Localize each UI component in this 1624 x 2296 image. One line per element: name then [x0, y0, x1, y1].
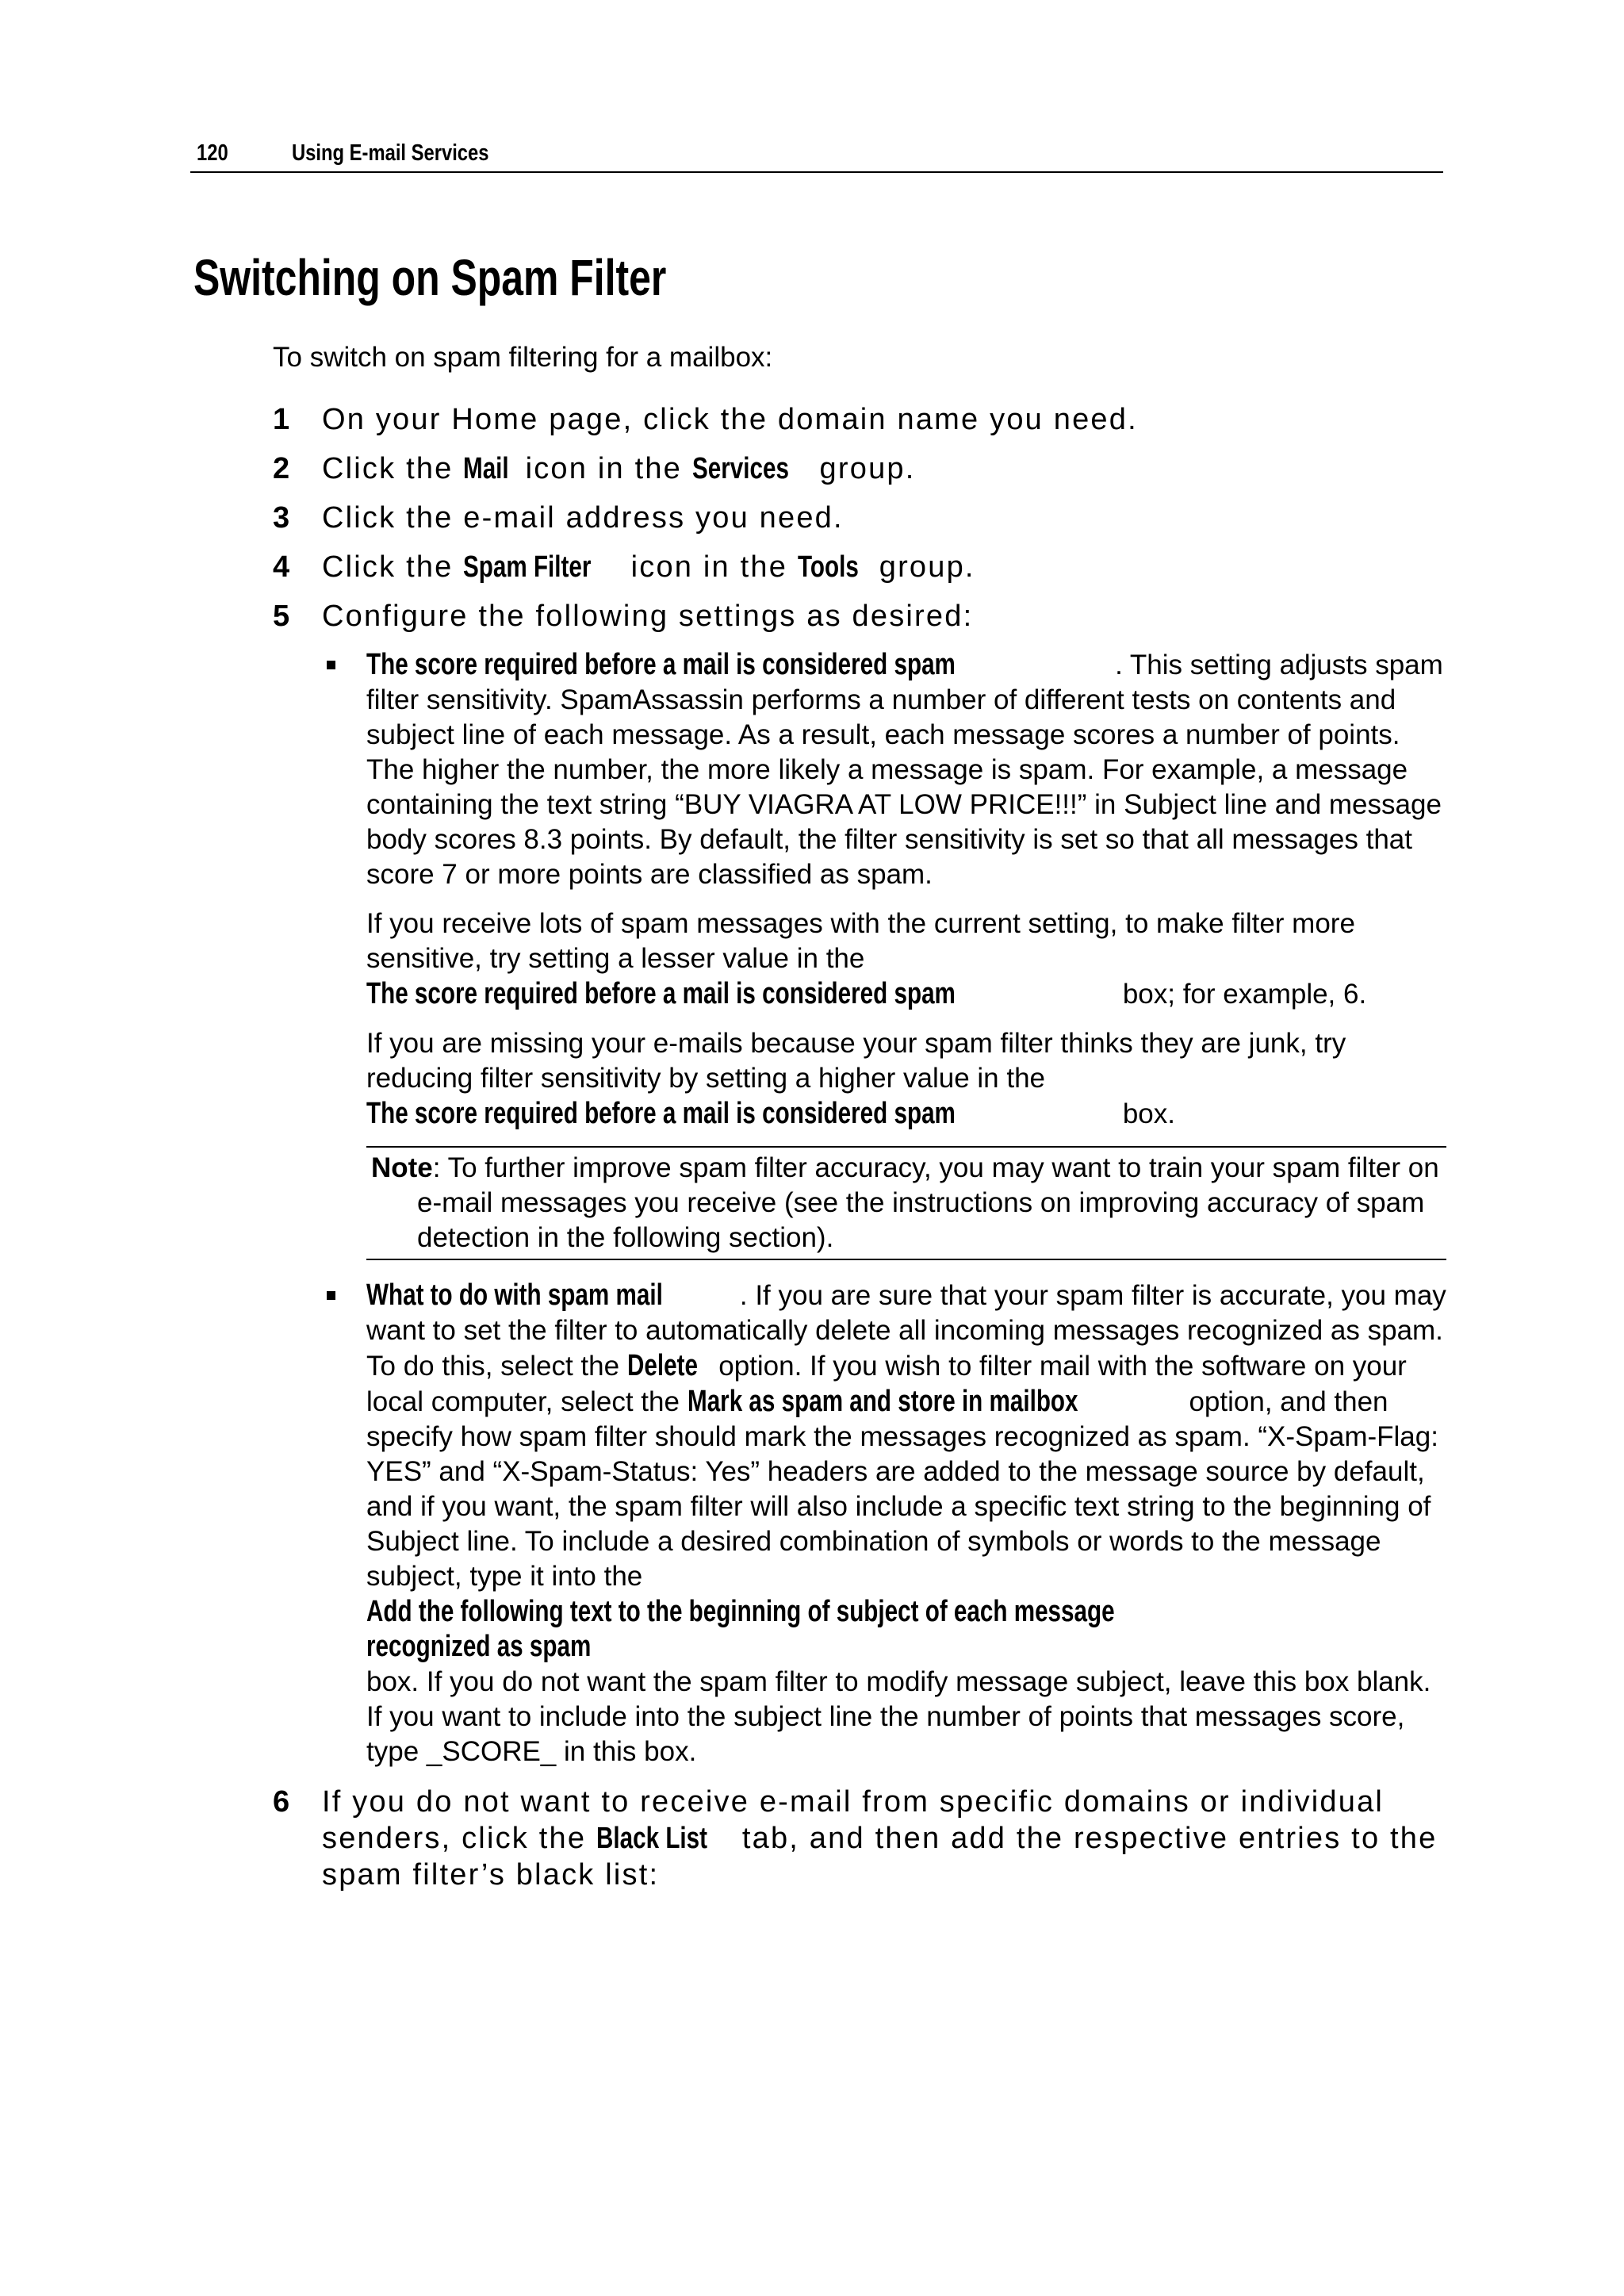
step-text: Click the e-mail address you need.: [322, 501, 844, 535]
step-3: [273, 493, 1446, 542]
ui-term-score-required: The score required before a mail is considered spam: [366, 1097, 956, 1130]
step-text: On your Home page, click the domain name you need.: [322, 403, 1138, 436]
steps-list: [273, 395, 1446, 1893]
ui-term-score-required: The score required before a mail is considered spam: [366, 977, 956, 1010]
paragraph-text: box. If you do not want the spam filter to modify message subject, leave this box blank. If you want to include into the subject line the number of points that messages score, type _SCORE_ in this box.: [366, 1666, 1431, 1767]
bullet-square-icon: [327, 1291, 335, 1300]
paragraph-text: . If you are sure that your spam filter is accurate, you may want to set the filter to automatically delete all incoming messages recognized as spam. To do this, select the: [366, 1280, 1446, 1382]
ui-term-delete: Delete: [626, 1349, 698, 1382]
paragraph: [366, 907, 1446, 1012]
step-number: 1: [273, 403, 290, 436]
section-title-text: Switching on Spam Filter: [193, 249, 667, 306]
ui-term-tools: Tools: [797, 550, 859, 584]
paragraph: [366, 1278, 1446, 1769]
note-label: Note: [371, 1152, 433, 1183]
paragraph-text: box.: [1115, 1098, 1175, 1129]
step-text: icon in the: [620, 550, 798, 584]
ui-term-mark-as-spam: Mark as spam and store in mailbox: [687, 1385, 1078, 1418]
ui-term-what-to-do: What to do with spam mail: [366, 1278, 663, 1312]
step-6: [273, 1784, 1446, 1893]
step-text: tab, and then add the respective entries to the spam filter’s black list:: [322, 1822, 1438, 1892]
step-text: group.: [809, 452, 916, 485]
ui-term-add-text: Add the following text to the beginning of subject of each message recognized as spam: [366, 1595, 1115, 1663]
step-number: 6: [273, 1785, 290, 1819]
ui-term-score-required: The score required before a mail is considered spam: [366, 648, 956, 681]
paragraph-text: option, and then specify how spam filter should mark the messages recognized as spam. “X-Spam-Flag: YES” and “X-Spam-Status: Yes” headers are added to the message source by default, and if you want, the spam filter will also include a specific text string to the beginning of Subject line. To include a desired combination of symbols or words to the message subject, type it into the: [366, 1386, 1438, 1592]
setting-score-threshold: [322, 647, 1446, 1260]
paragraph-text: If you are missing your e-mails because your spam filter thinks they are junk, try reducing filter sensitivity by setting a higher value in the: [366, 1028, 1346, 1094]
paragraph: [366, 647, 1446, 892]
ui-term-spam-filter: Spam Filter: [463, 550, 592, 584]
paragraph-text: option. If you wish to filter mail with the software on your local computer, select the: [366, 1351, 1407, 1417]
ui-term-services: Services: [691, 452, 789, 485]
step-text: icon in the: [515, 452, 692, 485]
page-number: 120: [197, 140, 228, 166]
setting-spam-action: [322, 1278, 1446, 1769]
step-5: [273, 592, 1446, 1769]
step-text: Click the: [322, 550, 464, 584]
step-text: Configure the following settings as desired:: [322, 600, 974, 633]
step-number: 2: [273, 452, 290, 485]
step-4: [273, 542, 1446, 592]
paragraph-text: If you receive lots of spam messages with the current setting, to make filter more sensitive, try setting a lesser value in the: [366, 908, 1355, 974]
paragraph-text: . This setting adjusts spam filter sensitivity. SpamAssassin performs a number of different tests on contents and subject line of each message. As a result, each message scores a number of points. The higher the number, the more likely a message is spam. For example, a message containing the text string “BUY VIAGRA AT LOW PRICE!!!” in Subject line and message body scores 8.3 points. By default, the filter sensitivity is set so that all messages that score 7 or more points are classified as spam.: [366, 650, 1443, 890]
settings-list: [322, 647, 1446, 1769]
paragraph-text: box; for example, 6.: [1115, 979, 1367, 1010]
step-2: [273, 444, 1446, 493]
note-box: [366, 1146, 1446, 1260]
step-number: 4: [273, 550, 290, 584]
running-header: [190, 135, 1443, 173]
step-number: 5: [273, 600, 290, 633]
step-1: [273, 395, 1446, 444]
section-title: [193, 246, 788, 309]
step-text: group.: [868, 550, 975, 584]
step-text: Click the: [322, 452, 464, 485]
bullet-square-icon: [327, 661, 335, 669]
step-text: If you do not want to receive e-mail from specific domains or individual senders, click the: [322, 1785, 1385, 1855]
paragraph: [366, 1026, 1446, 1132]
note-text: : To further improve spam filter accuracy, you may want to train your spam filter on e-mail messages you receive (see the instructions on improving accuracy of spam detection in the following section).: [417, 1152, 1439, 1253]
step-number: 3: [273, 501, 290, 535]
running-title: Using E-mail Services: [292, 140, 489, 166]
ui-term-mail: Mail: [463, 452, 509, 485]
ui-term-black-list: Black List: [596, 1822, 707, 1855]
intro-text: To switch on spam filtering for a mailbox:: [273, 342, 773, 373]
